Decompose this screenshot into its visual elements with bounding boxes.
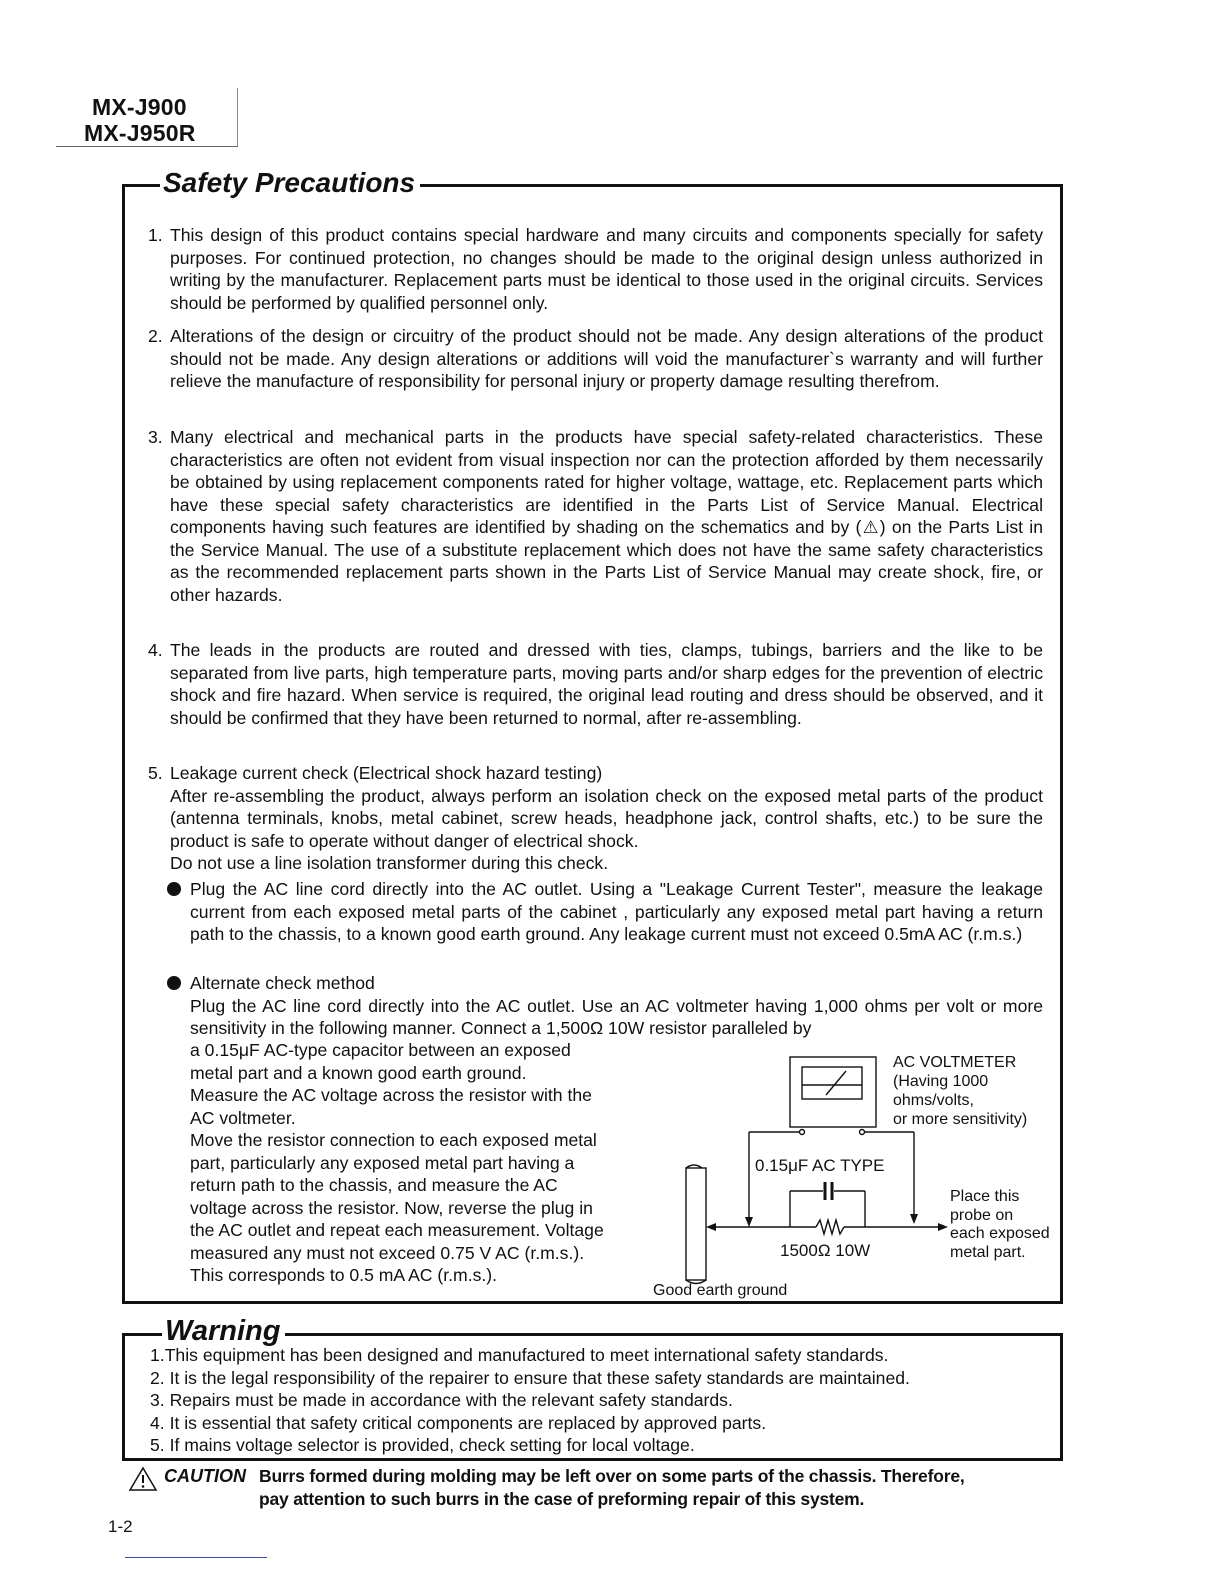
item-text: Alterations of the design or circuitry of the product should not be made. Any design alterations of the product should not be made. Any design alterations or additions will void the manufacturer`s warranty and will further relieve the manufacture of responsibility for personal injury or property damage resulting therefrom. xyxy=(170,326,1043,391)
caution-line-2: pay attention to such burrs in the case of preforming repair of this system. xyxy=(259,1488,865,1509)
item-number: 5. xyxy=(148,763,163,783)
item-number: 4. xyxy=(148,640,163,660)
caution-line-1: Burrs formed during molding may be left over on some parts of the chassis. Therefore, xyxy=(259,1466,965,1486)
probe-label-line: metal part. xyxy=(950,1243,1026,1261)
voltmeter-label-line: or more sensitivity) xyxy=(893,1111,1028,1128)
arrow-to-ground xyxy=(706,1223,716,1231)
method-line: voltage across the resistor. Now, reverse the plug in xyxy=(190,1197,593,1218)
ground-label: Good earth ground xyxy=(653,1282,788,1299)
caution-label: CAUTION xyxy=(164,1466,246,1486)
capacitor-label: 0.15μF AC TYPE xyxy=(755,1156,885,1175)
item-text: It is essential that safety critical components are replaced by approved parts. xyxy=(169,1412,767,1433)
item-text: Many electrical and mechanical parts in the products have special safety-related characteristics. These characteristics are often not evident from visual inspection nor can the protection afforded by them necessarily be obtained by using replacement components rated for higher voltage, wattage, etc. Replacement parts which have these special safety characteristics are identified in the Parts List of Service Manual. Electrical components having such features are identified by shading on the schematics and by (⚠) on the Parts List in the Service Manual. The use of a substitute replacement which does not have the same safety characteristics as the recommended replacement parts shown in the Parts List of Service Manual may create shock, fire, or other hazards. xyxy=(170,427,1043,605)
method-line: Move the resistor connection to each exposed metal xyxy=(190,1130,597,1150)
item-text: This equipment has been designed and manufactured to meet international safety standards. xyxy=(164,1345,889,1365)
item-number: 1. xyxy=(150,1345,165,1365)
item-5-heading: Leakage current check (Electrical shock hazard testing) xyxy=(170,763,603,783)
warning-item-2 xyxy=(150,1367,1045,1390)
bullet-dot xyxy=(167,976,181,990)
method-line: the AC outlet and repeat each measurement. Voltage xyxy=(190,1220,604,1240)
probe-label-line: probe on xyxy=(950,1206,1014,1224)
ground-rod xyxy=(686,1168,706,1280)
probe-label xyxy=(950,1188,1050,1262)
method-line: return path to the chassis, and measure the AC xyxy=(190,1175,558,1195)
probe-label-line: each exposed xyxy=(950,1225,1050,1242)
voltmeter-label-line: (Having 1000 xyxy=(893,1073,989,1090)
item-number: 2. xyxy=(150,1367,165,1388)
warning-title: Warning xyxy=(162,1316,285,1346)
method-line: a 0.15μF AC-type capacitor between an exposed xyxy=(190,1040,571,1060)
voltmeter-needle xyxy=(826,1071,846,1095)
item-text: If mains voltage selector is provided, check setting for local voltage. xyxy=(169,1435,695,1455)
warning-item-3 xyxy=(150,1389,1045,1412)
method-line: measured any must not exceed 0.75 V AC (r.m.s.). xyxy=(190,1242,585,1263)
page-number: 1-2 xyxy=(108,1517,133,1536)
resistor-label: 1500Ω 10W xyxy=(780,1241,871,1260)
voltmeter-label xyxy=(893,1053,1027,1129)
item-number: 3. xyxy=(148,427,163,447)
method-line: metal part and a known good earth ground. xyxy=(190,1062,527,1083)
header-divider-vertical xyxy=(237,88,238,146)
method-line: AC voltmeter. xyxy=(190,1107,296,1128)
item-5-paragraph-2: Do not use a line isolation transformer during this check. xyxy=(170,853,609,873)
model-number-2: MX-J950R xyxy=(84,120,196,146)
probe-label-line: Place this xyxy=(950,1188,1020,1205)
safety-item-4 xyxy=(148,639,1043,729)
safety-item-5 xyxy=(148,762,1043,875)
bullet-alternate-method xyxy=(166,972,1043,1040)
arrow-down-left xyxy=(745,1217,753,1227)
arrow-to-probe xyxy=(938,1223,948,1231)
item-text: The leads in the products are routed and dressed with ties, clamps, tubings, barriers and the like to be separated from live parts, high temperature parts, moving parts and/or sharp edges for the prevention of electric shock and fire hazard. When service is required, the original lead routing and dress should be observed, and it should be confirmed that they have been returned to normal, after re-assembling. xyxy=(170,640,1043,728)
bullet-leakage-tester xyxy=(166,878,1043,946)
method-line: Measure the AC voltage across the resistor with the xyxy=(190,1085,592,1105)
voltmeter-terminal-left xyxy=(800,1130,805,1135)
bullet-dot xyxy=(167,882,181,896)
warning-item-5 xyxy=(150,1434,1045,1457)
item-text: This design of this product contains special hardware and many circuits and components specially for safety purposes. For continued protection, no changes should be made to the original design unless authorized in writing by the manufacturer. Replacement parts must be identical to those used in the original circuits. Services should be performed by qualified personnel only. xyxy=(170,225,1043,313)
method-line: This corresponds to 0.5 mA AC (r.m.s.). xyxy=(190,1265,498,1285)
item-number: 2. xyxy=(148,326,163,346)
item-number: 5. xyxy=(150,1435,165,1455)
safety-item-3 xyxy=(148,426,1043,606)
bullet-text: Plug the AC line cord directly into the AC outlet. Using a "Leakage Current Tester", measure the leakage current from each exposed metal parts of the cabinet , particularly any exposed metal part having a return path to the chassis, to a known good earth ground. Any leakage current must not exceed 0.5mA AC (r.m.s.) xyxy=(190,879,1043,944)
caution-text xyxy=(259,1465,965,1510)
voltmeter-dial xyxy=(802,1067,862,1099)
item-number: 3. xyxy=(150,1390,165,1410)
alternate-method-lines xyxy=(190,1039,635,1287)
header-divider-horizontal xyxy=(56,146,238,147)
voltmeter-label-line: AC VOLTMETER xyxy=(893,1054,1017,1071)
warning-list xyxy=(150,1344,1045,1457)
arrow-down-right xyxy=(910,1214,918,1224)
model-number-1: MX-J900 xyxy=(92,94,187,120)
item-number: 1. xyxy=(148,225,163,245)
method-line: part, particularly any exposed metal part having a xyxy=(190,1152,575,1173)
resistor-zigzag xyxy=(816,1220,844,1234)
item-text: Repairs must be made in accordance with the relevant safety standards. xyxy=(169,1390,733,1410)
footer-rule xyxy=(125,1557,267,1558)
item-text: It is the legal responsibility of the repairer to ensure that these safety standards are maintained. xyxy=(169,1367,910,1388)
caution-icon xyxy=(128,1466,158,1492)
bullet-paragraph: Plug the AC line cord directly into the AC outlet. Use an AC voltmeter having 1,000 ohms per volt or more sensitivity in the following manner. Connect a 1,500Ω 10W resistor paralleled by xyxy=(190,995,1043,1038)
warning-item-4 xyxy=(150,1412,1045,1435)
safety-item-1 xyxy=(148,224,1043,314)
voltmeter-terminal-right xyxy=(860,1130,865,1135)
bullet-heading: Alternate check method xyxy=(190,973,375,993)
safety-precautions-title: Safety Precautions xyxy=(160,168,420,198)
voltmeter-label-line: ohms/volts, xyxy=(893,1092,974,1109)
warning-item-1 xyxy=(150,1344,1045,1367)
safety-item-2 xyxy=(148,325,1043,393)
item-number: 4. xyxy=(150,1412,165,1433)
item-5-paragraph: After re-assembling the product, always perform an isolation check on the exposed metal parts of the product (antenna terminals, knobs, metal cabinet, screw heads, headphone jack, control shafts, etc.) to be sure the product is safe to operate without danger of electrical shock. xyxy=(170,785,1043,851)
